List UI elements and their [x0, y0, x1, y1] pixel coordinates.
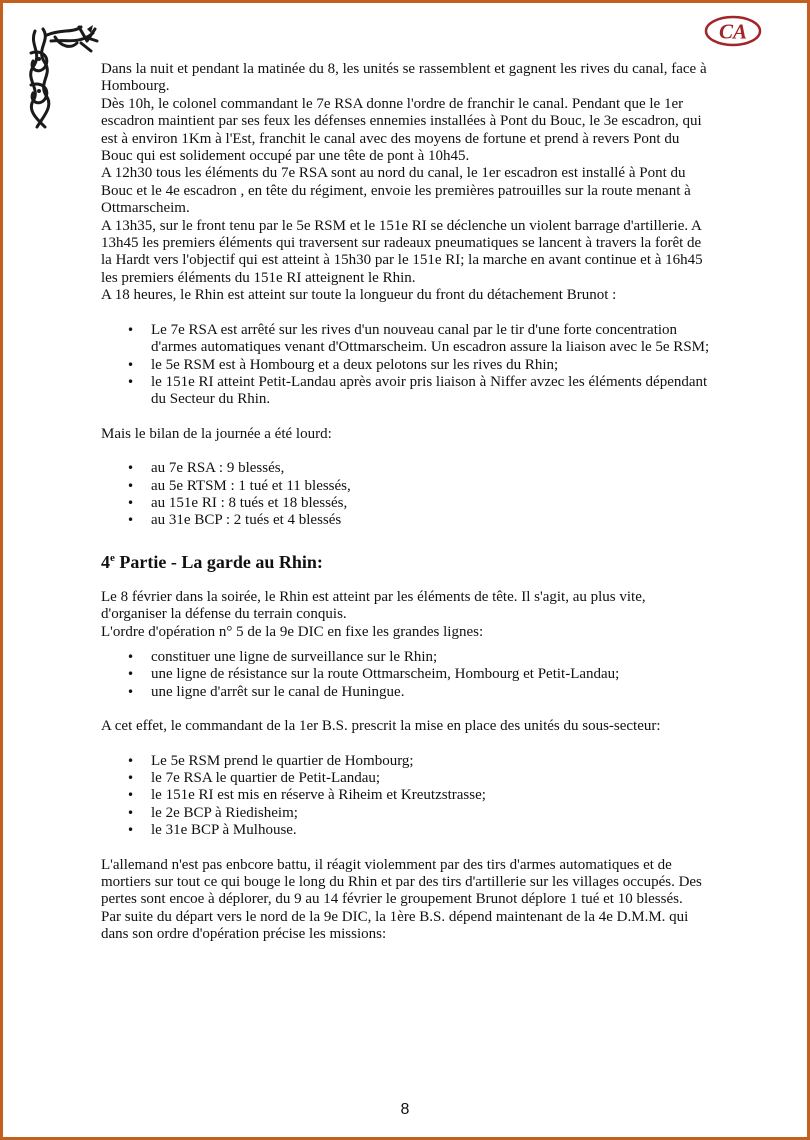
list-item: • le 5e RSM est à Hombourg et a deux pelotons sur les rives du Rhin;	[151, 357, 713, 374]
list-item: • constituer une ligne de surveillance sur le Rhin;	[151, 649, 713, 666]
paragraph: Dès 10h, le colonel commandant le 7e RSA donne l'ordre de franchir le canal. Pendant que le 1er escadron maintient par ses feux les défenses ennemies installées à Pont du Bouc, le 3e escadron, qui est à environ 1Km à l'Est, franchit le canal avec des moyens de fortune et prend à revers Pont du Bouc qui est solidement occupé par une tête de pont à 10h45.	[101, 95, 702, 165]
orders-list	[101, 649, 713, 701]
list-item: • le 151e RI atteint Petit-Landau après avoir pris liaison à Niffer avzec les éléments dépendant du Secteur du Rhin.	[151, 374, 713, 409]
paragraph: Par suite du départ vers le nord de la 9e DIC, la 1ère B.S. dépend maintenant de la 4e D.M.M. qui dans son ordre d'opération précise les missions:	[101, 908, 689, 943]
list-item: • une ligne de résistance sur la route Ottmarscheim, Hombourg et Petit-Landau;	[151, 666, 713, 683]
paragraph: L'ordre d'opération n° 5 de la 9e DIC en fixe les grandes lignes:	[101, 623, 484, 640]
document-body	[101, 61, 713, 944]
paragraph: A cet effet, le commandant de la 1er B.S. prescrit la mise en place des unités du sous-secteur:	[101, 718, 661, 735]
logo-text: CA	[718, 19, 748, 44]
section-title: Partie - La garde au Rhin:	[114, 551, 323, 572]
list-item: • au 5e RTSM : 1 tué et 11 blessés,	[151, 478, 713, 495]
page-number: 8	[400, 1101, 410, 1118]
ca-logo	[704, 14, 762, 48]
list-item: • le 7e RSA le quartier de Petit-Landau;	[151, 770, 713, 787]
paragraph: Dans la nuit et pendant la matinée du 8, les unités se rassemblent et gagnent les rives du canal, face à Hombourg.	[101, 61, 707, 95]
losses-list	[101, 460, 713, 530]
list-item: • le 2e BCP à Riedisheim;	[151, 805, 713, 822]
list-item: • le 151e RI est mis en réserve à Riheim et Kreutzstrasse;	[151, 787, 713, 804]
list-item: • le 31e BCP à Mulhouse.	[151, 822, 713, 839]
paragraph: A 13h35, sur le front tenu par le 5e RSM et le 151e RI se déclenche un violent barrage d'artillerie. A 13h45 les premiers éléments qui traversent sur radeaux pneumatiques se lancent à travers la forêt de la Hardt vers l'objectif qui est atteint à 15h30 par le 151e RI; la marche en avant continue et à 16h45 les premiers éléments du 151e RI atteignent le Rhin.	[101, 217, 703, 286]
list-item: • Le 5e RSM prend le quartier de Hombourg;	[151, 753, 713, 770]
paragraph: A 12h30 tous les éléments du 7e RSA sont au nord du canal, le 1er escadron est installé à Pont du Bouc et le 4e escadron , en tête du régiment, envoie les premières patrouilles sur la route menant à Ottmarscheim.	[101, 165, 691, 217]
list-item: • au 31e BCP : 2 tués et 4 blessés	[151, 512, 713, 529]
list-item: • une ligne d'arrêt sur le canal de Huningue.	[151, 684, 713, 701]
section-heading	[101, 547, 713, 573]
paragraph: A 18 heures, le Rhin est atteint sur toute la longueur du front du détachement Brunot :	[101, 287, 617, 304]
section-superscript: e	[110, 551, 115, 564]
list-item: • au 7e RSA : 9 blessés,	[151, 460, 713, 477]
paragraph: Le 8 février dans la soirée, le Rhin est atteint par les éléments de tête. Il s'agit, au plus vite, d'organiser la défense du terrain conquis.	[101, 588, 646, 623]
list-item: • au 151e RI : 8 tués et 18 blessés,	[151, 495, 713, 512]
deployment-list	[101, 753, 713, 840]
celtic-knot-ornament-icon	[21, 23, 101, 133]
list-item: • Le 7e RSA est arrêté sur les rives d'un nouveau canal par le tir d'une forte concentration d'armes automatiques venant d'Ottmarscheim. Un escadron assure la liaison avec le 5e RSM;	[151, 322, 713, 357]
paragraph: L'allemand n'est pas enbcore battu, il réagit violemment par des tirs d'armes automatiques et de mortiers sur tout ce qui bouge le long du Rhin et par des tirs d'artillerie sur les villages occupés. Des pertes sont encoe à déplorer, du 9 au 14 février le groupement Brunot déplore 1 tué et 10 blessés.	[101, 856, 702, 908]
section-number: 4	[101, 551, 110, 572]
situation-list	[101, 322, 713, 409]
paragraph: Mais le bilan de la journée a été lourd:	[101, 425, 332, 442]
